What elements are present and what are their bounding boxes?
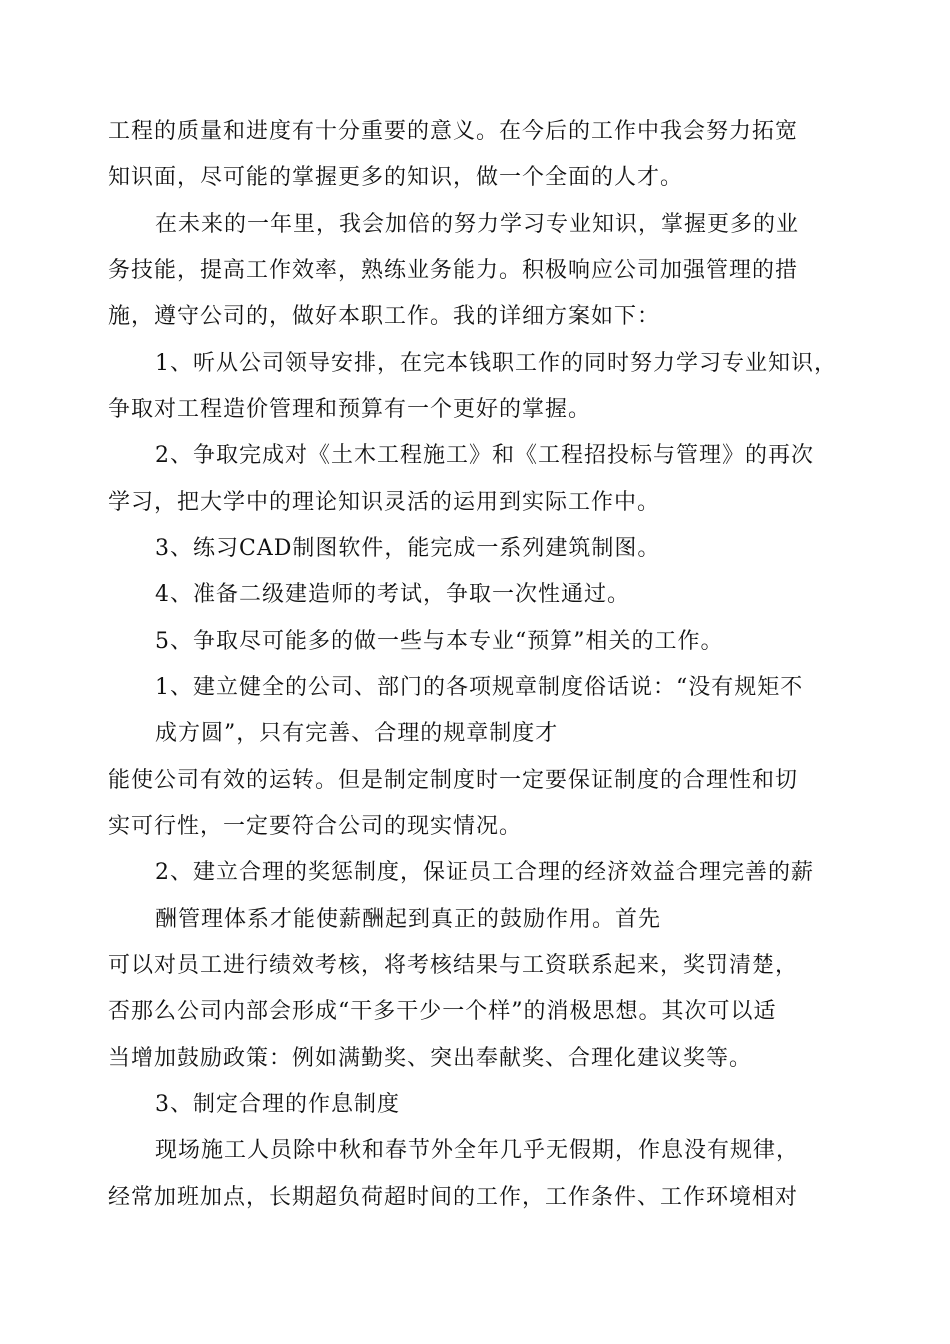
- text-line: 工程的质量和进度有十分重要的意义。在今后的工作中我会努力拓宽: [108, 119, 799, 144]
- list-item-line: 3、练习CAD制图软件，能完成一系列建筑制图。: [155, 536, 661, 561]
- text-line: 争取对工程造价管理和预算有一个更好的掌握。: [108, 397, 592, 422]
- list-item-line: 2、争取完成对《土木工程施工》和《工程招投标与管理》的再次: [155, 443, 814, 468]
- text-line: 酬管理体系才能使薪酬起到真正的鼓励作用。首先: [155, 907, 662, 932]
- list-item-line: 1、建立健全的公司、部门的各项规章制度俗话说：“没有规矩不: [155, 675, 804, 700]
- text-line: 务技能，提高工作效率，熟练业务能力。积极响应公司加强管理的措: [108, 258, 799, 283]
- text-line: 可以对员工进行绩效考核，将考核结果与工资联系起来，奖罚清楚，: [108, 953, 799, 978]
- text-line: 学习，把大学中的理论知识灵活的运用到实际工作中。: [108, 490, 661, 515]
- text-line: 施，遵守公司的，做好本职工作。我的详细方案如下：: [108, 304, 661, 329]
- text-line: 成方圆”，只有完善、合理的规章制度才: [155, 721, 559, 746]
- paragraph-start-line: 现场施工人员除中秋和春节外全年几乎无假期，作息没有规律，: [155, 1138, 800, 1163]
- text-line: 当增加鼓励政策：例如满勤奖、突出奉献奖、合理化建议奖等。: [108, 1046, 753, 1071]
- text-line: 能使公司有效的运转。但是制定制度时一定要保证制度的合理性和切: [108, 768, 799, 793]
- list-item-line: 1、听从公司领导安排，在完本钱职工作的同时努力学习专业知识，: [155, 351, 837, 376]
- paragraph-start-line: 在未来的一年里，我会加倍的努力学习专业知识，掌握更多的业: [155, 212, 800, 237]
- list-item-line: 2、建立合理的奖惩制度，保证员工合理的经济效益合理完善的薪: [155, 860, 814, 885]
- list-item-line: 5、争取尽可能多的做一些与本专业“预算”相关的工作。: [155, 629, 724, 654]
- text-line: 否那么公司内部会形成“干多干少一个样”的消极思想。其次可以适: [108, 999, 777, 1024]
- list-item-line: 3、制定合理的作息制度: [155, 1092, 400, 1117]
- text-line: 实可行性，一定要符合公司的现实情况。: [108, 814, 523, 839]
- list-item-line: 4、准备二级建造师的考试，争取一次性通过。: [155, 582, 630, 607]
- text-line: 知识面，尽可能的掌握更多的知识，做一个全面的人才。: [108, 165, 684, 190]
- text-line: 经常加班加点，长期超负荷超时间的工作，工作条件、工作环境相对: [108, 1185, 799, 1210]
